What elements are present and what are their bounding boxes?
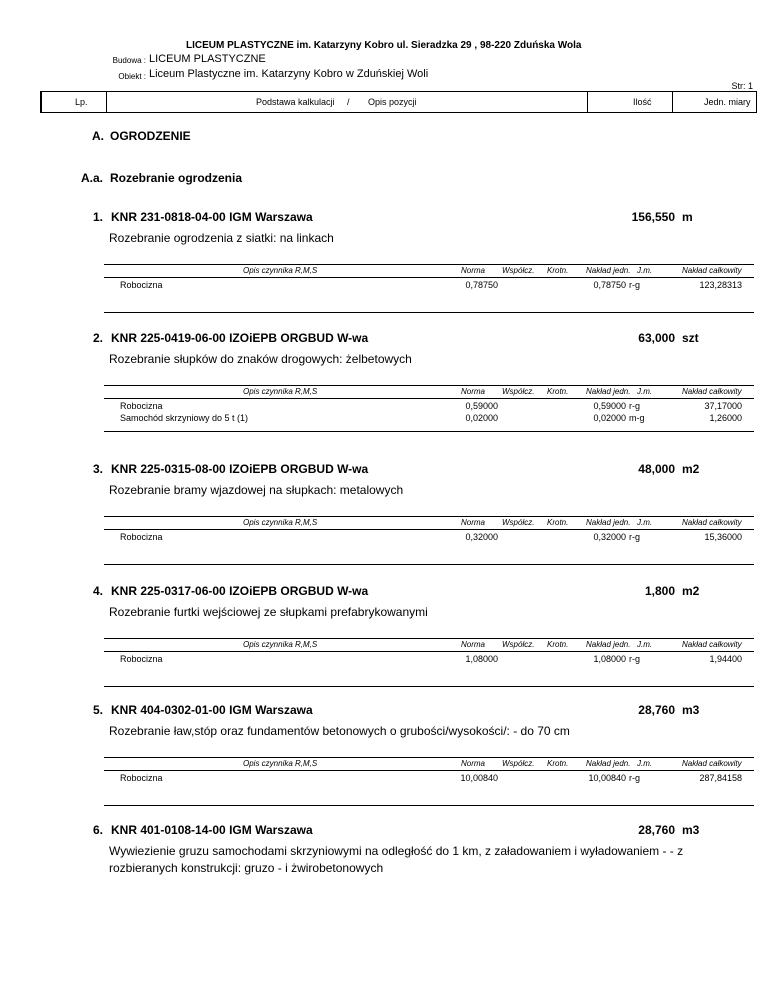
position-unit: m2 xyxy=(682,584,700,598)
col-jm: Jedn. miary xyxy=(704,97,751,107)
column-header xyxy=(40,91,757,113)
position-description: Wywiezienie gruzu samochodami skrzyniowymi na odległość do 1 km, z załadowaniem i wyładowaniem - - z xyxy=(109,844,684,858)
position-description-cont: rozbieranych konstrukcji: gruzo - i żwirobetonowych xyxy=(109,861,384,875)
position-unit: m2 xyxy=(682,462,700,476)
resource-name: Samochód skrzyniowy do 5 t (1) xyxy=(120,413,249,423)
res-col-wspolcz: Współcz. xyxy=(502,759,535,768)
res-col-krotn: Krotn. xyxy=(547,640,569,649)
res-col-naklad-jedn: Nakład jedn. xyxy=(586,387,631,396)
position-unit: m xyxy=(682,210,693,224)
resource-name: Robocizna xyxy=(120,654,163,664)
resource-header xyxy=(104,638,754,652)
position-separator xyxy=(104,312,754,313)
position-knr: KNR 225-0317-06-00 IZOiEPB ORGBUD W-wa xyxy=(111,584,369,598)
col-ilosc: Ilość xyxy=(633,97,652,107)
position-quantity: 48,000 xyxy=(638,462,675,476)
section-code: A. xyxy=(92,129,104,143)
res-col-jm: J.m. xyxy=(637,640,653,649)
res-col-norma: Norma xyxy=(461,266,486,275)
resource-total: 15,36000 xyxy=(704,532,742,542)
position-description: Rozebranie ław,stóp oraz fundamentów betonowych o grubości/wysokości/: - do 70 cm xyxy=(109,724,570,738)
res-col-norma: Norma xyxy=(461,518,486,527)
position-quantity: 63,000 xyxy=(638,331,675,345)
position-separator xyxy=(104,686,754,687)
res-col-wspolcz: Współcz. xyxy=(502,266,535,275)
position-unit: m3 xyxy=(682,703,700,717)
subsection-title: Rozebranie ogrodzenia xyxy=(110,171,243,185)
resource-norma: 1,08000 xyxy=(465,654,498,664)
res-col-wspolcz: Współcz. xyxy=(502,387,535,396)
res-col-naklad-jedn: Nakład jedn. xyxy=(586,759,631,768)
res-col-naklad-calk: Nakład całkowity xyxy=(682,387,742,396)
budowa-value: LICEUM PLASTYCZNE xyxy=(149,53,266,65)
res-col-opis: Opis czynnika R,M,S xyxy=(243,266,318,275)
res-col-krotn: Krotn. xyxy=(547,387,569,396)
obiekt-value: Liceum Plastyczne im. Katarzyny Kobro w Zduńskiej Woli xyxy=(149,68,429,80)
res-col-opis: Opis czynnika R,M,S xyxy=(243,387,318,396)
position-description: Rozebranie bramy wjazdowej na słupkach: metalowych xyxy=(109,483,404,497)
res-col-naklad-calk: Nakład całkowity xyxy=(682,640,742,649)
res-col-krotn: Krotn. xyxy=(547,518,569,527)
position-knr: KNR 225-0315-08-00 IZOiEPB ORGBUD W-wa xyxy=(111,462,369,476)
position-number: 1. xyxy=(93,210,104,224)
resource-total: 287,84158 xyxy=(699,773,742,783)
resource-total: 1,26000 xyxy=(709,413,742,423)
position-number: 6. xyxy=(93,823,104,837)
res-col-opis: Opis czynnika R,M,S xyxy=(243,640,318,649)
res-col-naklad-calk: Nakład całkowity xyxy=(682,518,742,527)
resource-norma: 0,32000 xyxy=(465,532,498,542)
header-address: LICEUM PLASTYCZNE im. Katarzyny Kobro ul. Sieradzka 29 , 98-220 Zduńska Wola xyxy=(186,40,582,51)
resource-header xyxy=(104,757,754,771)
res-col-naklad-jedn: Nakład jedn. xyxy=(586,266,631,275)
position-separator xyxy=(104,805,754,806)
res-col-opis: Opis czynnika R,M,S xyxy=(243,518,318,527)
position-knr: KNR 401-0108-14-00 IGM Warszawa xyxy=(111,823,313,837)
position-number: 4. xyxy=(93,584,104,598)
resource-naklad-jedn: 1,08000 xyxy=(593,654,626,664)
res-col-opis: Opis czynnika R,M,S xyxy=(243,759,318,768)
res-col-jm: J.m. xyxy=(637,759,653,768)
position-number: 2. xyxy=(93,331,104,345)
position-unit: m3 xyxy=(682,823,700,837)
subsection-code: A.a. xyxy=(81,171,104,185)
page-number: Str: 1 xyxy=(731,81,753,91)
res-col-krotn: Krotn. xyxy=(547,759,569,768)
res-col-jm: J.m. xyxy=(637,266,653,275)
col-opis: Opis pozycji xyxy=(368,97,417,107)
budowa-label: Budowa : xyxy=(112,56,146,65)
res-col-naklad-jedn: Nakład jedn. xyxy=(586,640,631,649)
col-lp: Lp. xyxy=(75,97,88,107)
resource-norma: 10,00840 xyxy=(460,773,498,783)
position-quantity: 1,800 xyxy=(644,584,675,598)
resource-naklad-jedn: 10,00840 xyxy=(588,773,626,783)
res-col-jm: J.m. xyxy=(637,518,653,527)
position-number: 5. xyxy=(93,703,104,717)
res-col-krotn: Krotn. xyxy=(547,266,569,275)
resource-jm: r-g xyxy=(629,280,640,290)
res-col-norma: Norma xyxy=(461,759,486,768)
res-col-naklad-calk: Nakład całkowity xyxy=(682,266,742,275)
position-quantity: 28,760 xyxy=(638,823,675,837)
col-slash: / xyxy=(347,97,350,107)
resource-name: Robocizna xyxy=(120,773,163,783)
resource-header xyxy=(104,385,754,399)
position-quantity: 156,550 xyxy=(631,210,675,224)
resource-jm: m-g xyxy=(629,413,645,423)
res-col-norma: Norma xyxy=(461,640,486,649)
resource-header xyxy=(104,264,754,278)
resource-norma: 0,78750 xyxy=(465,280,498,290)
resource-norma: 0,59000 xyxy=(465,401,498,411)
position-description: Rozebranie furtki wejściowej ze słupkami prefabrykowanymi xyxy=(109,605,428,619)
resource-name: Robocizna xyxy=(120,280,163,290)
position-knr: KNR 225-0419-06-00 IZOiEPB ORGBUD W-wa xyxy=(111,331,369,345)
resource-name: Robocizna xyxy=(120,532,163,542)
section-title: OGRODZENIE xyxy=(110,129,191,143)
resource-jm: r-g xyxy=(629,401,640,411)
resource-total: 1,94400 xyxy=(709,654,742,664)
position-unit: szt xyxy=(682,331,699,345)
resource-name: Robocizna xyxy=(120,401,163,411)
resource-jm: r-g xyxy=(629,773,640,783)
res-col-jm: J.m. xyxy=(637,387,653,396)
position-knr: KNR 404-0302-01-00 IGM Warszawa xyxy=(111,703,313,717)
res-col-wspolcz: Współcz. xyxy=(502,640,535,649)
position-description: Rozebranie słupków do znaków drogowych: żelbetowych xyxy=(109,352,412,366)
obiekt-label: Obiekt : xyxy=(118,72,146,81)
res-col-wspolcz: Współcz. xyxy=(502,518,535,527)
resource-naklad-jedn: 0,59000 xyxy=(593,401,626,411)
resource-total: 37,17000 xyxy=(704,401,742,411)
position-knr: KNR 231-0818-04-00 IGM Warszawa xyxy=(111,210,313,224)
resource-header xyxy=(104,516,754,530)
res-col-norma: Norma xyxy=(461,387,486,396)
position-description: Rozebranie ogrodzenia z siatki: na linkach xyxy=(109,231,334,245)
resource-naklad-jedn: 0,02000 xyxy=(593,413,626,423)
resource-jm: r-g xyxy=(629,654,640,664)
position-number: 3. xyxy=(93,462,104,476)
resource-total: 123,28313 xyxy=(699,280,742,290)
position-quantity: 28,760 xyxy=(638,703,675,717)
res-col-naklad-calk: Nakład całkowity xyxy=(682,759,742,768)
resource-naklad-jedn: 0,32000 xyxy=(593,532,626,542)
res-col-naklad-jedn: Nakład jedn. xyxy=(586,518,631,527)
col-podstawa: Podstawa kalkulacji xyxy=(256,97,335,107)
position-separator xyxy=(104,431,754,432)
resource-naklad-jedn: 0,78750 xyxy=(593,280,626,290)
resource-jm: r-g xyxy=(629,532,640,542)
position-separator xyxy=(104,564,754,565)
resource-norma: 0,02000 xyxy=(465,413,498,423)
